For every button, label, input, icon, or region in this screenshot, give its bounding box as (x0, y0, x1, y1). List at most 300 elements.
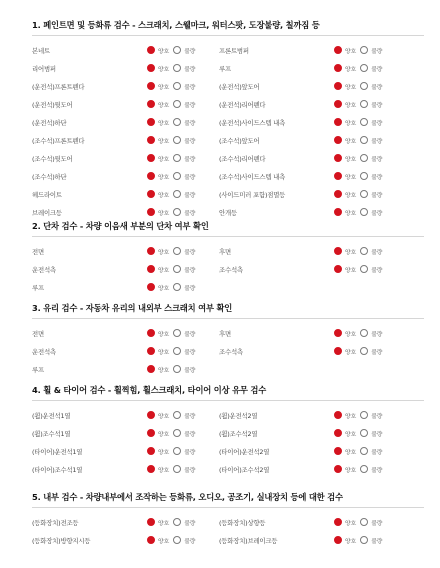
item-label: 후면 (219, 247, 231, 256)
option-label: 양호 (345, 449, 357, 456)
option-bad-radio[interactable] (360, 536, 382, 545)
radio-circle-icon[interactable] (360, 265, 368, 273)
option-label: 불량 (184, 138, 196, 145)
radio-circle-icon[interactable] (173, 518, 181, 526)
option-good-radio[interactable] (147, 518, 169, 527)
item-label: 프론트범퍼 (219, 46, 249, 55)
option-good-radio[interactable] (334, 347, 356, 356)
radio-circle-icon[interactable] (147, 283, 155, 291)
option-good-radio[interactable] (334, 247, 356, 256)
radio-circle-icon[interactable] (334, 208, 342, 216)
option-label: 불량 (371, 413, 383, 420)
option-bad-radio[interactable] (360, 465, 382, 474)
checklist-item (32, 360, 219, 378)
radio-circle-icon[interactable] (334, 411, 342, 419)
radio-circle-icon[interactable] (360, 447, 368, 455)
option-label: 불량 (371, 449, 383, 456)
option-label: 불량 (371, 349, 383, 356)
option-bad-radio[interactable] (173, 265, 195, 274)
option-label: 양호 (158, 520, 170, 527)
option-label: 양호 (345, 156, 357, 163)
option-label: 불량 (184, 467, 196, 474)
option-bad-radio[interactable] (360, 190, 382, 199)
option-label: 불량 (371, 331, 383, 338)
radio-circle-icon[interactable] (360, 429, 368, 437)
option-good-radio[interactable] (334, 136, 356, 145)
radio-circle-icon[interactable] (147, 465, 155, 473)
radio-circle-icon[interactable] (334, 247, 342, 255)
option-bad-radio[interactable] (360, 154, 382, 163)
item-grid (32, 242, 424, 296)
option-bad-radio[interactable] (173, 365, 195, 374)
option-good-radio[interactable] (334, 154, 356, 163)
checklist-item (219, 406, 418, 424)
radio-circle-icon[interactable] (173, 64, 181, 72)
radio-circle-icon[interactable] (147, 118, 155, 126)
option-bad-radio[interactable] (173, 447, 195, 456)
checklist-item (32, 531, 219, 549)
option-label: 불량 (371, 192, 383, 199)
radio-circle-icon[interactable] (334, 536, 342, 544)
option-good-radio[interactable] (147, 365, 169, 374)
radio-circle-icon[interactable] (360, 329, 368, 337)
radio-circle-icon[interactable] (334, 136, 342, 144)
radio-circle-icon[interactable] (334, 190, 342, 198)
checklist-item (32, 460, 219, 478)
item-label: 리어범퍼 (32, 64, 56, 73)
item-label: (타이어)운전석1열 (32, 447, 83, 456)
radio-circle-icon[interactable] (147, 518, 155, 526)
radio-circle-icon[interactable] (334, 347, 342, 355)
radio-circle-icon[interactable] (360, 136, 368, 144)
option-label: 불량 (371, 102, 383, 109)
item-label: (조수석)하단 (32, 172, 67, 181)
checklist-item (32, 278, 219, 296)
item-label: (운전석)리어펜다 (219, 100, 266, 109)
option-bad-radio[interactable] (360, 64, 382, 73)
item-label: (사이드미러 포함)점멸등 (219, 190, 286, 199)
option-label: 양호 (158, 367, 170, 374)
option-label: 양호 (158, 102, 170, 109)
section-title: 4. 휠 & 타이어 검수 - 휠찍힘, 휠스크래치, 타이어 이상 유무 검수 (32, 385, 267, 395)
radio-circle-icon[interactable] (173, 247, 181, 255)
option-good-radio[interactable] (147, 172, 169, 181)
option-good-radio[interactable] (147, 100, 169, 109)
radio-circle-icon[interactable] (173, 82, 181, 90)
option-label: 불량 (184, 48, 196, 55)
checklist-item (219, 531, 418, 549)
item-label: (운전석)사이드스텝 내측 (219, 118, 286, 127)
option-label: 양호 (158, 249, 170, 256)
option-label: 양호 (345, 467, 357, 474)
radio-circle-icon[interactable] (360, 465, 368, 473)
item-label: (휠)운전석2열 (219, 411, 258, 420)
option-label: 양호 (345, 413, 357, 420)
radio-circle-icon[interactable] (360, 100, 368, 108)
option-bad-radio[interactable] (173, 82, 195, 91)
radio-circle-icon[interactable] (334, 518, 342, 526)
option-label: 양호 (158, 467, 170, 474)
option-good-radio[interactable] (334, 208, 356, 217)
radio-circle-icon[interactable] (173, 465, 181, 473)
option-label: 양호 (345, 538, 357, 545)
checklist-item (219, 41, 418, 59)
radio-circle-icon[interactable] (147, 82, 155, 90)
radio-circle-icon[interactable] (360, 118, 368, 126)
option-label: 불량 (371, 520, 383, 527)
checklist-item (32, 149, 219, 167)
option-bad-radio[interactable] (173, 465, 195, 474)
radio-circle-icon[interactable] (173, 329, 181, 337)
option-label: 불량 (184, 285, 196, 292)
radio-circle-icon[interactable] (147, 247, 155, 255)
option-label: 양호 (158, 174, 170, 181)
option-label: 불량 (184, 192, 196, 199)
radio-circle-icon[interactable] (360, 82, 368, 90)
option-bad-radio[interactable] (173, 136, 195, 145)
item-label: (조수석)앞도어 (219, 136, 260, 145)
option-bad-radio[interactable] (173, 283, 195, 292)
checklist-item (32, 77, 219, 95)
divider (32, 507, 424, 508)
section-title: 1. 페인트면 및 등화류 검수 - 스크래치, 스웰마크, 워터스팟, 도장불량, 칠까짐 등 (32, 20, 320, 30)
option-good-radio[interactable] (334, 518, 356, 527)
option-good-radio[interactable] (147, 283, 169, 292)
option-label: 양호 (345, 249, 357, 256)
radio-circle-icon[interactable] (334, 465, 342, 473)
option-bad-radio[interactable] (360, 411, 382, 420)
item-label: (등화장치)상향등 (219, 518, 266, 527)
option-good-radio[interactable] (147, 46, 169, 55)
radio-circle-icon[interactable] (173, 208, 181, 216)
radio-circle-icon[interactable] (360, 64, 368, 72)
option-good-radio[interactable] (334, 411, 356, 420)
option-label: 양호 (158, 120, 170, 127)
item-label: 안개등 (219, 208, 237, 217)
option-good-radio[interactable] (334, 190, 356, 199)
option-bad-radio[interactable] (173, 208, 195, 217)
radio-circle-icon[interactable] (147, 329, 155, 337)
item-label: (운전석)앞도어 (219, 82, 260, 91)
checklist-item (219, 342, 418, 360)
radio-circle-icon[interactable] (173, 429, 181, 437)
item-label: 전면 (32, 247, 44, 256)
option-label: 양호 (345, 267, 357, 274)
item-grid (32, 406, 424, 478)
option-good-radio[interactable] (147, 118, 169, 127)
radio-circle-icon[interactable] (147, 447, 155, 455)
checklist-item (219, 95, 418, 113)
radio-circle-icon[interactable] (173, 265, 181, 273)
checklist-item (32, 41, 219, 59)
radio-circle-icon[interactable] (147, 429, 155, 437)
option-good-radio[interactable] (334, 329, 356, 338)
item-label: (등화장치)방향지시등 (32, 536, 91, 545)
option-bad-radio[interactable] (173, 429, 195, 438)
checklist-item (32, 513, 219, 531)
radio-circle-icon[interactable] (147, 136, 155, 144)
radio-circle-icon[interactable] (173, 365, 181, 373)
radio-circle-icon[interactable] (334, 118, 342, 126)
option-bad-radio[interactable] (173, 329, 195, 338)
option-bad-radio[interactable] (360, 347, 382, 356)
option-bad-radio[interactable] (360, 136, 382, 145)
option-label: 양호 (345, 431, 357, 438)
radio-circle-icon[interactable] (147, 64, 155, 72)
option-bad-radio[interactable] (173, 100, 195, 109)
option-good-radio[interactable] (334, 536, 356, 545)
option-bad-radio[interactable] (360, 329, 382, 338)
item-label: (조수석)뒷도어 (32, 154, 73, 163)
option-label: 양호 (345, 331, 357, 338)
radio-circle-icon[interactable] (334, 429, 342, 437)
radio-circle-icon[interactable] (147, 208, 155, 216)
option-good-radio[interactable] (147, 465, 169, 474)
option-label: 불량 (184, 367, 196, 374)
radio-circle-icon[interactable] (334, 329, 342, 337)
option-good-radio[interactable] (147, 136, 169, 145)
radio-circle-icon[interactable] (173, 283, 181, 291)
radio-circle-icon[interactable] (173, 347, 181, 355)
option-label: 양호 (158, 449, 170, 456)
option-label: 양호 (345, 192, 357, 199)
option-good-radio[interactable] (334, 64, 356, 73)
section-glass (32, 301, 424, 378)
option-bad-radio[interactable] (360, 265, 382, 274)
option-good-radio[interactable] (147, 247, 169, 256)
radio-circle-icon[interactable] (173, 190, 181, 198)
radio-circle-icon[interactable] (334, 172, 342, 180)
item-label: (조수석)프론트펜다 (32, 136, 85, 145)
radio-circle-icon[interactable] (147, 154, 155, 162)
radio-circle-icon[interactable] (147, 411, 155, 419)
option-bad-radio[interactable] (360, 46, 382, 55)
radio-circle-icon[interactable] (173, 411, 181, 419)
checklist-item (219, 59, 418, 77)
option-label: 불량 (371, 120, 383, 127)
option-label: 양호 (158, 431, 170, 438)
option-good-radio[interactable] (334, 429, 356, 438)
option-label: 불량 (184, 431, 196, 438)
option-bad-radio[interactable] (173, 347, 195, 356)
option-label: 불량 (371, 66, 383, 73)
radio-circle-icon[interactable] (334, 100, 342, 108)
option-bad-radio[interactable] (360, 100, 382, 109)
option-good-radio[interactable] (147, 329, 169, 338)
radio-circle-icon[interactable] (360, 411, 368, 419)
radio-circle-icon[interactable] (147, 347, 155, 355)
option-label: 양호 (345, 520, 357, 527)
option-label: 불량 (184, 331, 196, 338)
option-bad-radio[interactable] (360, 518, 382, 527)
radio-circle-icon[interactable] (173, 154, 181, 162)
item-label: (타이어)조수석1열 (32, 465, 83, 474)
radio-circle-icon[interactable] (147, 190, 155, 198)
checklist-item (219, 185, 418, 203)
option-label: 양호 (158, 413, 170, 420)
option-good-radio[interactable] (334, 465, 356, 474)
divider (32, 236, 424, 237)
option-label: 불량 (184, 210, 196, 217)
checklist-item (219, 149, 418, 167)
radio-circle-icon[interactable] (173, 100, 181, 108)
radio-circle-icon[interactable] (147, 46, 155, 54)
radio-circle-icon[interactable] (147, 536, 155, 544)
radio-circle-icon[interactable] (334, 265, 342, 273)
option-label: 불량 (184, 102, 196, 109)
section-wheel-tire (32, 383, 424, 478)
item-label: 루프 (219, 64, 231, 73)
section-title: 5. 내부 검수 - 차량내부에서 조작하는 등화류, 오디오, 공조기, 실내장치 등에 대한 검수 (32, 492, 343, 502)
option-label: 불량 (184, 520, 196, 527)
radio-circle-icon[interactable] (360, 536, 368, 544)
item-label: 전면 (32, 329, 44, 338)
radio-circle-icon[interactable] (334, 154, 342, 162)
item-label: (조수석)사이드스텝 내측 (219, 172, 286, 181)
item-label: (등화장치)브레이크등 (219, 536, 278, 545)
option-bad-radio[interactable] (360, 172, 382, 181)
option-label: 불량 (184, 249, 196, 256)
checklist-item (219, 77, 418, 95)
item-label: 루프 (32, 283, 44, 292)
option-label: 불량 (371, 267, 383, 274)
option-good-radio[interactable] (147, 447, 169, 456)
option-label: 양호 (345, 102, 357, 109)
option-bad-radio[interactable] (173, 536, 195, 545)
option-bad-radio[interactable] (173, 411, 195, 420)
option-good-radio[interactable] (147, 64, 169, 73)
radio-circle-icon[interactable] (360, 347, 368, 355)
option-bad-radio[interactable] (360, 82, 382, 91)
radio-circle-icon[interactable] (147, 172, 155, 180)
radio-circle-icon[interactable] (334, 82, 342, 90)
radio-circle-icon[interactable] (173, 118, 181, 126)
option-good-radio[interactable] (147, 429, 169, 438)
option-label: 양호 (158, 66, 170, 73)
radio-circle-icon[interactable] (360, 154, 368, 162)
item-label: (휠)운전석1열 (32, 411, 71, 420)
checklist-item (219, 131, 418, 149)
radio-circle-icon[interactable] (334, 64, 342, 72)
checklist-item (219, 424, 418, 442)
option-good-radio[interactable] (147, 347, 169, 356)
option-good-radio[interactable] (334, 265, 356, 274)
radio-circle-icon[interactable] (360, 208, 368, 216)
section-title: 3. 유리 검수 - 자동차 유리의 내외부 스크래치 여부 확인 (32, 303, 233, 313)
option-label: 불량 (184, 156, 196, 163)
option-label: 양호 (345, 66, 357, 73)
option-label: 양호 (158, 538, 170, 545)
radio-circle-icon[interactable] (173, 536, 181, 544)
item-label: (휠)조수석2열 (219, 429, 258, 438)
radio-circle-icon[interactable] (173, 46, 181, 54)
option-label: 불량 (184, 174, 196, 181)
option-label: 불량 (371, 138, 383, 145)
option-label: 불량 (184, 538, 196, 545)
checklist-item (219, 260, 418, 278)
option-bad-radio[interactable] (173, 64, 195, 73)
item-grid (32, 513, 424, 549)
option-good-radio[interactable] (334, 100, 356, 109)
option-bad-radio[interactable] (360, 208, 382, 217)
option-label: 불량 (371, 174, 383, 181)
option-good-radio[interactable] (147, 154, 169, 163)
option-label: 불량 (184, 413, 196, 420)
option-label: 불량 (371, 84, 383, 91)
option-good-radio[interactable] (334, 46, 356, 55)
item-grid (32, 324, 424, 378)
item-label: 조수석측 (219, 347, 243, 356)
radio-circle-icon[interactable] (360, 247, 368, 255)
radio-circle-icon[interactable] (173, 136, 181, 144)
option-bad-radio[interactable] (173, 190, 195, 199)
option-good-radio[interactable] (334, 82, 356, 91)
section-interior (32, 490, 424, 549)
radio-circle-icon[interactable] (147, 365, 155, 373)
option-bad-radio[interactable] (360, 447, 382, 456)
radio-circle-icon[interactable] (334, 447, 342, 455)
option-bad-radio[interactable] (173, 118, 195, 127)
option-bad-radio[interactable] (360, 247, 382, 256)
radio-circle-icon[interactable] (360, 190, 368, 198)
option-label: 양호 (158, 349, 170, 356)
option-label: 양호 (158, 267, 170, 274)
checklist-item (32, 324, 219, 342)
option-label: 불량 (371, 156, 383, 163)
option-good-radio[interactable] (147, 265, 169, 274)
option-label: 양호 (158, 156, 170, 163)
radio-circle-icon[interactable] (360, 172, 368, 180)
option-bad-radio[interactable] (360, 429, 382, 438)
checklist-item (32, 167, 219, 185)
option-good-radio[interactable] (147, 536, 169, 545)
option-label: 양호 (158, 331, 170, 338)
divider (32, 35, 424, 36)
option-good-radio[interactable] (334, 172, 356, 181)
option-label: 양호 (158, 210, 170, 217)
option-good-radio[interactable] (147, 82, 169, 91)
option-good-radio[interactable] (147, 190, 169, 199)
option-bad-radio[interactable] (173, 172, 195, 181)
option-good-radio[interactable] (334, 118, 356, 127)
radio-circle-icon[interactable] (173, 172, 181, 180)
option-label: 불량 (371, 48, 383, 55)
radio-circle-icon[interactable] (147, 100, 155, 108)
item-label: (휠)조수석1열 (32, 429, 71, 438)
option-good-radio[interactable] (334, 447, 356, 456)
option-label: 양호 (158, 192, 170, 199)
option-bad-radio[interactable] (173, 247, 195, 256)
radio-circle-icon[interactable] (360, 46, 368, 54)
radio-circle-icon[interactable] (360, 518, 368, 526)
option-good-radio[interactable] (147, 411, 169, 420)
radio-circle-icon[interactable] (147, 265, 155, 273)
option-label: 불량 (184, 267, 196, 274)
item-label: 운전석측 (32, 347, 56, 356)
option-good-radio[interactable] (147, 208, 169, 217)
item-label: (타이어)조수석2열 (219, 465, 270, 474)
radio-circle-icon[interactable] (334, 46, 342, 54)
radio-circle-icon[interactable] (173, 447, 181, 455)
checklist-item (32, 59, 219, 77)
item-label: (조수석)리어펜다 (219, 154, 266, 163)
option-bad-radio[interactable] (173, 518, 195, 527)
option-bad-radio[interactable] (173, 46, 195, 55)
option-bad-radio[interactable] (173, 154, 195, 163)
option-label: 불량 (184, 449, 196, 456)
item-label: (운전석)프론트펜다 (32, 82, 85, 91)
option-bad-radio[interactable] (360, 118, 382, 127)
